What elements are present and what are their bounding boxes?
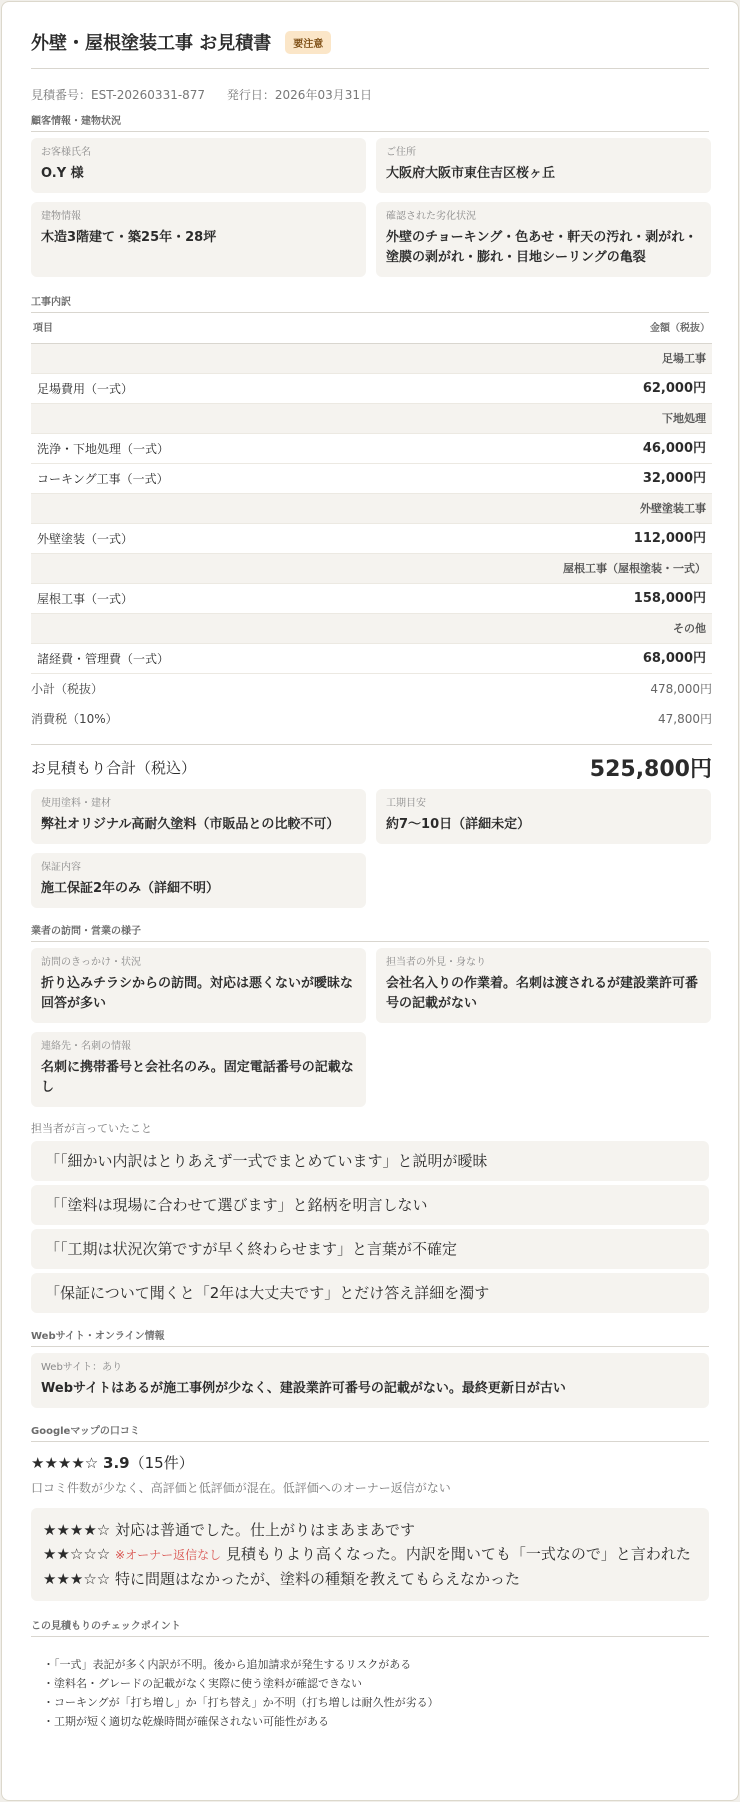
warranty-value: 施工保証2年のみ（詳細不明） <box>41 881 220 896</box>
review-item <box>43 1567 697 1591</box>
total-row <box>31 749 712 785</box>
warranty-card <box>31 853 366 908</box>
category-row: 下地処理 <box>31 404 712 434</box>
estimate-page <box>1 1 739 1801</box>
customer-section-title: 顧客情報・建物状況 <box>31 112 709 132</box>
divider <box>31 68 709 69</box>
subtotal-label: 小計（税抜） <box>31 682 104 696</box>
estimate-meta <box>31 83 709 108</box>
checkpoint-item: ・コーキングが「打ち増し」か「打ち替え」か不明（打ち増しは耐久性が劣る） <box>43 1696 439 1709</box>
category-row: 外壁塗装工事 <box>31 494 712 524</box>
visit-section-title: 業者の訪問・営業の様子 <box>31 922 709 942</box>
rating-stars: ★★★★☆ <box>31 1454 99 1472</box>
rating-score: 3.9 <box>103 1454 130 1472</box>
checkpoint-item: ・塗料名・グレードの記載がなく実際に使う塗料が確認できない <box>43 1677 362 1690</box>
item-amount: 46,000円 <box>642 441 706 456</box>
table-header <box>31 313 712 344</box>
item-name: 諸経費・管理費（一式） <box>37 652 170 666</box>
item-amount: 68,000円 <box>642 651 706 666</box>
table-row <box>31 644 712 674</box>
quote-item: 「「細かい内訳はとりあえず一式でまとめています」と説明が曖昧 <box>31 1141 709 1181</box>
col-amount: 金額（税抜） <box>650 323 710 334</box>
item-name: 足場費用（一式） <box>37 382 134 396</box>
website-card <box>31 1353 709 1408</box>
table-row <box>31 434 712 464</box>
category-row: 足場工事 <box>31 344 712 374</box>
issue-date: 発行日：2026年03月31日 <box>226 88 372 102</box>
reviews-box <box>31 1508 709 1601</box>
total-value: 525,800円 <box>589 756 712 782</box>
item-amount: 112,000円 <box>633 531 706 546</box>
materials-grid <box>31 789 709 908</box>
quote-item: 「「工期は状況次第ですが早く終わらせます」と言葉が不確定 <box>31 1229 709 1269</box>
checkpoints-list <box>31 1643 709 1731</box>
estimate-number: 見積番号：EST-20260331-877 <box>31 88 206 102</box>
card-label: 担当者の外見・身なり <box>386 957 486 968</box>
quotes-section-title: 担当者が言っていたこと <box>31 1122 152 1135</box>
quotes-list <box>31 1141 709 1313</box>
review-stars: ★★☆☆☆ <box>43 1545 111 1563</box>
card-label: 連絡先・名刺の情報 <box>41 1041 131 1052</box>
review-stars: ★★★☆☆ <box>43 1570 111 1588</box>
checkpoints-section-title: この見積もりのチェックポイント <box>31 1617 709 1637</box>
card-label: 工期目安 <box>386 798 426 809</box>
card-label: Webサイト：あり <box>41 1362 123 1373</box>
appearance-value: 会社名入りの作業着。名刺は渡されるが建設業許可番号の記載がない <box>386 976 699 1011</box>
paint-card <box>31 789 366 844</box>
website-section-title: Webサイト・オンライン情報 <box>31 1327 709 1347</box>
contact-value: 名刺に携帯番号と会社名のみ。固定電話番号の記載なし <box>41 1060 354 1095</box>
item-name: コーキング工事（一式） <box>37 472 169 486</box>
warning-badge: 要注意 <box>285 31 331 54</box>
owner-no-reply-note: ※オーナー返信なし <box>115 1548 222 1562</box>
visit-trigger: 折り込みチラシからの訪問。対応は悪くないが曖昧な回答が多い <box>41 976 354 1011</box>
visit-trigger-card <box>31 948 366 1023</box>
review-text: 対応は普通でした。仕上がりはまあまあです <box>115 1521 416 1539</box>
card-label: 使用塗料・建材 <box>41 798 111 809</box>
card-label: ご住所 <box>386 147 416 158</box>
card-label: 確認された劣化状況 <box>386 211 476 222</box>
contact-card <box>31 1032 366 1107</box>
review-stars: ★★★★☆ <box>43 1521 111 1539</box>
table-row <box>31 524 712 554</box>
category-row: 屋根工事（屋根塗装・一式） <box>31 554 712 584</box>
review-count: （15件） <box>129 1454 194 1472</box>
card-label: 建物情報 <box>41 211 81 222</box>
review-text: 見積もりより高くなった。内訳を聞いても「一式なので」と言われた <box>225 1545 691 1563</box>
appearance-card <box>376 948 711 1023</box>
subtotal-value: 478,000円 <box>650 682 712 696</box>
page-title: 外壁・屋根塗装工事 お見積書 <box>31 33 272 54</box>
building-info: 木造3階建て・築25年・28坪 <box>41 230 217 245</box>
category-row: その他 <box>31 614 712 644</box>
google-section-title: Googleマップの口コミ <box>31 1422 709 1442</box>
card-label: お客様氏名 <box>41 147 91 158</box>
item-amount: 62,000円 <box>642 381 706 396</box>
item-amount: 158,000円 <box>633 591 706 606</box>
paint-value: 弊社オリジナル高耐久塗料（市販品との比較不可） <box>41 817 340 832</box>
review-item <box>43 1518 697 1542</box>
review-text: 特に問題はなかったが、塗料の種類を教えてもらえなかった <box>115 1570 521 1588</box>
period-value: 約7〜10日（詳細未定） <box>386 817 531 832</box>
review-summary: 口コミ件数が少なく、高評価と低評価が混在。低評価へのオーナー返信がない <box>31 1481 451 1495</box>
checkpoint-item: ・工期が短く適切な乾燥時間が確保されない可能性がある <box>43 1715 329 1728</box>
total-label: お見積もり合計（税込） <box>31 758 197 777</box>
tax-row <box>31 704 712 734</box>
col-item: 項目 <box>33 323 53 334</box>
customer-grid <box>31 138 709 277</box>
subtotal-row <box>31 674 712 704</box>
google-rating <box>31 1452 709 1473</box>
checkpoint-item: ・「一式」表記が多く内訳が不明。後から追加請求が発生するリスクがある <box>43 1658 412 1671</box>
title-row <box>31 26 709 58</box>
customer-address: 大阪府大阪市東住吉区桜ヶ丘 <box>386 166 556 181</box>
building-info-card <box>31 202 366 277</box>
breakdown-section-title: 工事内訳 <box>31 293 709 313</box>
table-row <box>31 464 712 494</box>
damage-status: 外壁のチョーキング・色あせ・軒天の汚れ・剥がれ・塗膜の剥がれ・膨れ・目地シーリングの亀裂 <box>386 230 698 265</box>
item-name: 洗浄・下地処理（一式） <box>37 442 170 456</box>
table-body <box>31 344 712 674</box>
item-amount: 32,000円 <box>642 471 706 486</box>
breakdown-table <box>31 313 712 785</box>
card-label: 訪問のきっかけ・状況 <box>41 957 141 968</box>
customer-address-card <box>376 138 711 193</box>
tax-value: 47,800円 <box>658 712 712 726</box>
review-item <box>43 1542 697 1567</box>
card-label: 保証内容 <box>41 862 81 873</box>
item-name: 外壁塗装（一式） <box>37 532 134 546</box>
table-row <box>31 584 712 614</box>
tax-label: 消費税（10%） <box>31 712 118 726</box>
quote-item: 「「塗料は現場に合わせて選びます」と銘柄を明言しない <box>31 1185 709 1225</box>
damage-card <box>376 202 711 277</box>
divider <box>31 744 712 745</box>
customer-name: O.Y 様 <box>41 166 84 181</box>
customer-name-card <box>31 138 366 193</box>
period-card <box>376 789 711 844</box>
table-row <box>31 374 712 404</box>
item-name: 屋根工事（一式） <box>37 592 134 606</box>
visit-grid <box>31 948 709 1107</box>
website-value: Webサイトはあるが施工事例が少なく、建設業許可番号の記載がない。最終更新日が古い <box>41 1381 566 1396</box>
quote-item: 「保証について聞くと「2年は大丈夫です」とだけ答え詳細を濁す <box>31 1273 709 1313</box>
